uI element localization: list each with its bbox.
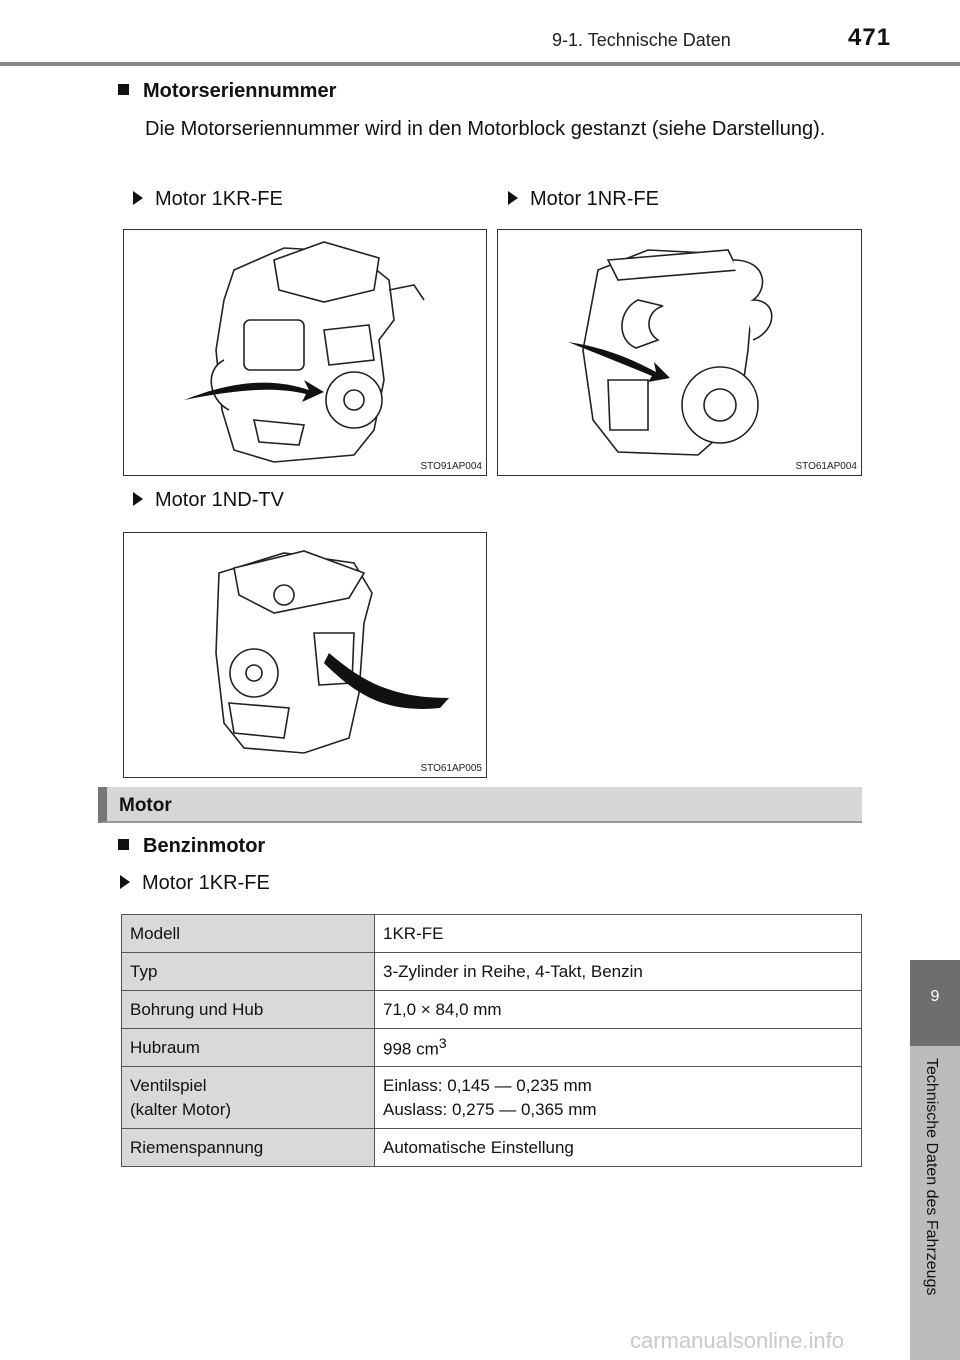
spec-key: Hubraum [122, 1029, 375, 1067]
heading-text: Motorseriennummer [143, 80, 337, 102]
spec-value: 998 $cm^3$ [375, 1029, 862, 1067]
table-row [122, 1129, 862, 1167]
spec-key: Ventilspiel (kalter Motor) [122, 1067, 375, 1129]
heading-benzinmotor: Benzinmotor [118, 835, 265, 858]
intro-paragraph: Die Motorseriennummer wird in den Motorblock gestanzt (siehe Darstellung). [145, 118, 826, 140]
spec-value: Automatische Einstellung [375, 1129, 862, 1167]
spec-key: Bohrung und Hub [122, 991, 375, 1029]
spec-value: 1KR-FE [375, 915, 862, 953]
spec-table [121, 914, 862, 1167]
header-section-title: 9-1. Technische Daten [552, 30, 731, 50]
table-row [122, 991, 862, 1029]
spec-key: Riemenspannung [122, 1129, 375, 1167]
triangle-bullet-icon [508, 191, 518, 205]
header-divider [0, 62, 960, 66]
triangle-bullet-icon [120, 875, 130, 889]
square-bullet-icon [118, 839, 129, 850]
subheading-motor-1kr: Motor 1KR-FE [120, 872, 270, 895]
spec-key: Modell [122, 915, 375, 953]
engine-figure-1nd [123, 532, 487, 778]
page-number: 471 [848, 24, 892, 51]
section-title: Motor [119, 795, 172, 816]
table-row [122, 953, 862, 991]
engine-figure-1kr [123, 229, 487, 476]
figure-label-1nd: Motor 1ND-TV [133, 489, 284, 512]
spec-value: Einlass: 0,145 — 0,235 mm Auslass: 0,275 — 0,365 mm [375, 1067, 862, 1129]
chapter-number: 9 [930, 988, 940, 1005]
square-bullet-icon [118, 84, 129, 95]
table-row [122, 1029, 862, 1067]
chapter-tab[interactable] [910, 960, 960, 1046]
table-row [122, 915, 862, 953]
heading-motorseriennummer [118, 80, 336, 103]
figure-code: STO61AP004 [795, 461, 857, 472]
chapter-label: Technische Daten des Fahrzeugs [923, 1058, 940, 1296]
spec-value: 71,0 × 84,0 mm [375, 991, 862, 1029]
engine-drawing-icon [124, 230, 487, 476]
engine-figure-1nr [497, 229, 862, 476]
triangle-bullet-icon [133, 191, 143, 205]
watermark: carmanualsonline.info [630, 1328, 845, 1353]
table-row [122, 1067, 862, 1129]
unit-superscript: 3 [438, 1035, 447, 1052]
engine-drawing-icon [498, 230, 862, 476]
figure-code: STO61AP005 [420, 763, 482, 774]
figure-label-1nr: Motor 1NR-FE [508, 188, 659, 211]
figure-label-1kr: Motor 1KR-FE [133, 188, 283, 211]
engine-drawing-icon [124, 533, 487, 778]
figure-code: STO91AP004 [420, 461, 482, 472]
triangle-bullet-icon [133, 492, 143, 506]
spec-key: Typ [122, 953, 375, 991]
spec-value: 3-Zylinder in Reihe, 4-Takt, Benzin [375, 953, 862, 991]
section-header-motor [98, 787, 862, 823]
